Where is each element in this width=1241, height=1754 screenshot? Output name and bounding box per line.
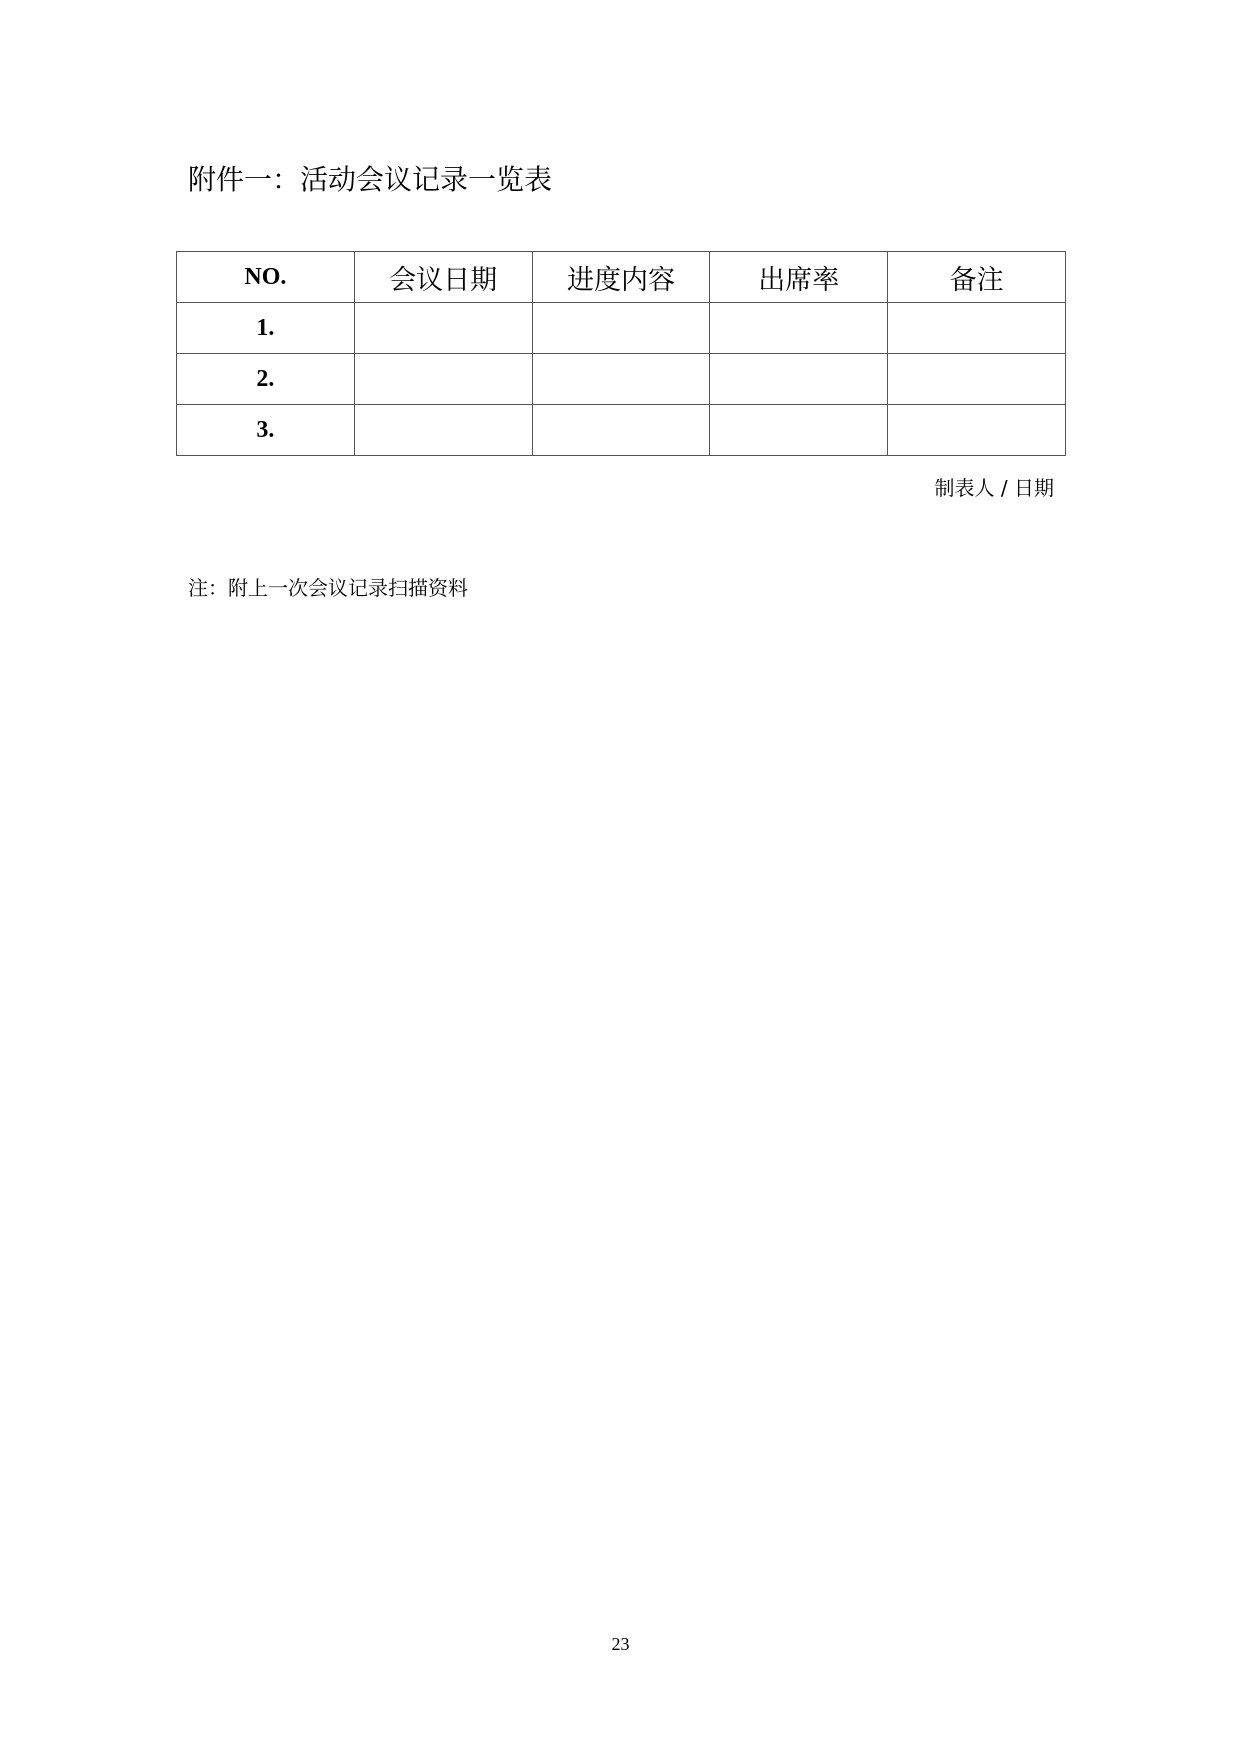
table-row — [177, 303, 1066, 354]
table-cell-progress — [532, 354, 710, 405]
table-row — [177, 354, 1066, 405]
table-cell-meeting-date — [354, 303, 532, 354]
row-number: 1. — [177, 303, 355, 354]
meeting-record-table — [176, 251, 1066, 456]
table-cell-remarks — [888, 405, 1066, 456]
header-no: NO. — [177, 252, 355, 303]
table-header-row — [177, 252, 1066, 303]
row-number: 3. — [177, 405, 355, 456]
page-title: 附件一：活动会议记录一览表 — [188, 163, 553, 196]
header-attendance: 出席率 — [710, 252, 888, 303]
row-number: 2. — [177, 354, 355, 405]
table-cell-meeting-date — [354, 354, 532, 405]
page-number: 23 — [611, 1634, 630, 1654]
table-maker-date-label: 制表人 / 日期 — [934, 476, 1054, 500]
header-remarks: 备注 — [888, 252, 1066, 303]
header-meeting-date: 会议日期 — [354, 252, 532, 303]
table-cell-attendance — [710, 354, 888, 405]
table-cell-progress — [532, 405, 710, 456]
table-cell-remarks — [888, 354, 1066, 405]
table-cell-progress — [532, 303, 710, 354]
table-cell-attendance — [710, 303, 888, 354]
table-cell-meeting-date — [354, 405, 532, 456]
table-cell-attendance — [710, 405, 888, 456]
header-progress: 进度内容 — [532, 252, 710, 303]
table-row — [177, 405, 1066, 456]
table-cell-remarks — [888, 303, 1066, 354]
footnote: 注：附上一次会议记录扫描资料 — [188, 576, 468, 600]
